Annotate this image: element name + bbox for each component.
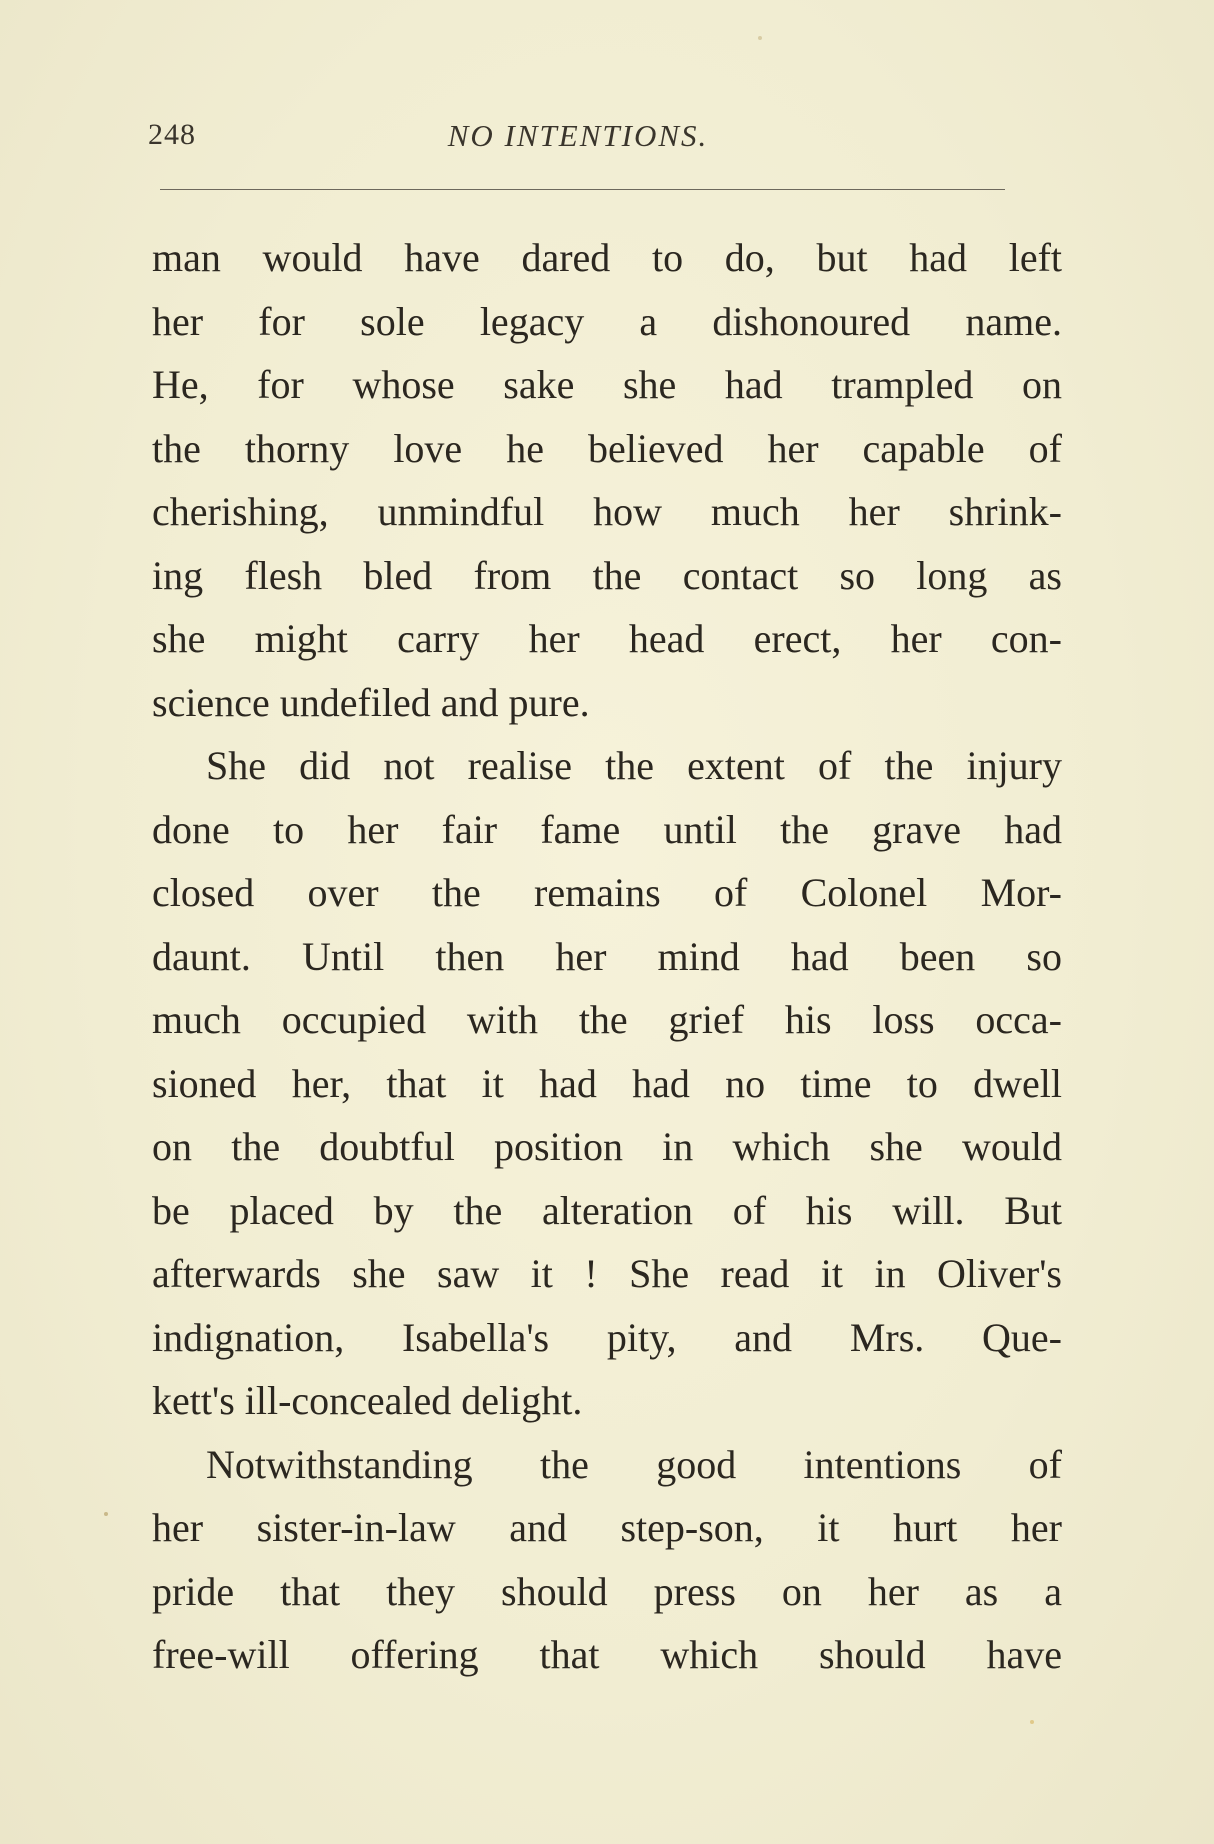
text-line: free-will offering that which should have: [152, 1632, 1062, 1677]
header-rule: [160, 189, 1005, 190]
text-line: much occupied with the grief his loss occa-: [152, 997, 1062, 1042]
page-number: 248: [148, 118, 196, 151]
text-line: be placed by the alteration of his will. But: [152, 1187, 1062, 1233]
text-line: Notwithstanding the good intentions of: [206, 1441, 1062, 1487]
text-line: daunt. Until then her mind had been so: [152, 933, 1062, 979]
text-line: science undefiled and pure.: [152, 679, 590, 725]
text-line: indignation, Isabella's pity, and Mrs. Que-: [152, 1314, 1062, 1360]
text-line: on the doubtful position in which she would: [152, 1124, 1062, 1169]
text-line: She did not realise the extent of the injury: [206, 743, 1062, 788]
text-line: her sister-in-law and step-son, it hurt her: [152, 1505, 1062, 1550]
text-line: the thorny love he believed her capable of: [152, 425, 1062, 471]
text-line: kett's ill-concealed delight.: [152, 1378, 583, 1423]
text-line: ing flesh bled from the contact so long as: [152, 552, 1062, 598]
text-line: man would have dared to do, but had left: [152, 235, 1062, 280]
text-line: done to her fair fame until the grave had: [152, 806, 1062, 852]
text-line: closed over the remains of Colonel Mor-: [152, 870, 1062, 915]
text-line: sioned her, that it had had no time to dwell: [152, 1060, 1062, 1106]
paper-speck: [758, 36, 762, 40]
paper-speck: [104, 1512, 108, 1516]
body-text: [152, 226, 1062, 1687]
text-line: He, for whose sake she had trampled on: [152, 362, 1062, 407]
text-line: pride that they should press on her as a: [152, 1568, 1062, 1614]
running-title: NO INTENTIONS.: [447, 118, 709, 153]
text-line: she might carry her head erect, her con-: [152, 616, 1062, 661]
text-line: cherishing, unmindful how much her shrink-: [152, 489, 1062, 534]
paper-speck: [1030, 1720, 1034, 1724]
text-line: afterwards she saw it ! She read it in Oliver's: [152, 1251, 1062, 1296]
running-head: [148, 118, 1008, 166]
text-line: her for sole legacy a dishonoured name.: [152, 298, 1062, 344]
